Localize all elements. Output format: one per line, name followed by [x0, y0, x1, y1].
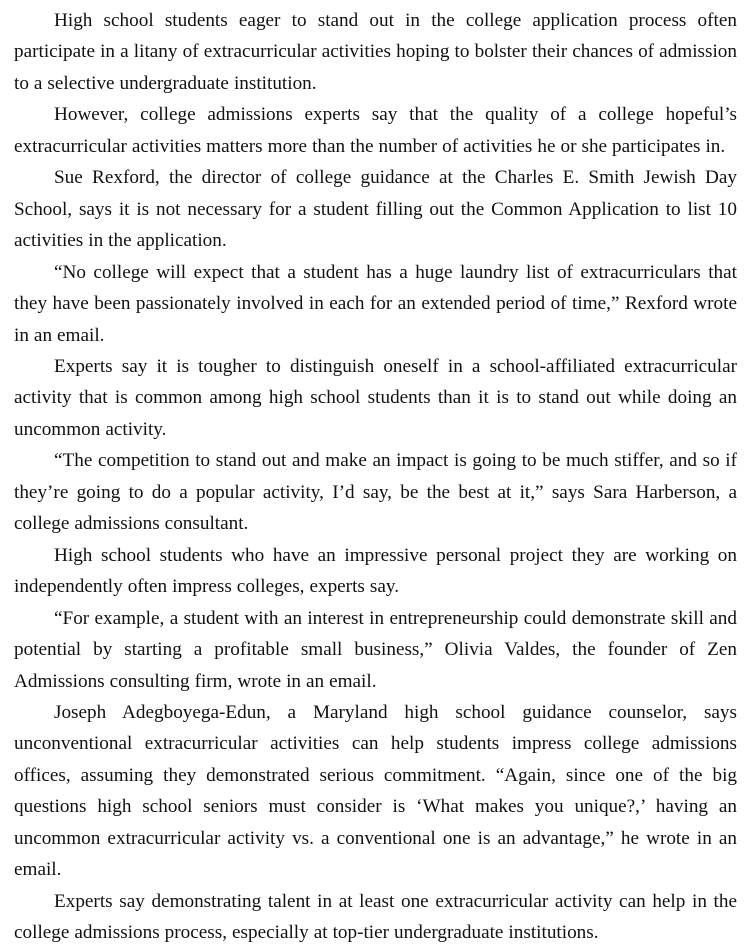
paragraph-5: Experts say it is tougher to distinguish oneself in a school-affiliated extracurricular activity that is common among high school students than it is to stand out while doing an uncommon activity.: [14, 355, 737, 440]
paragraph-9: Joseph Adegboyega-Edun, a Maryland high school guidance counselor, says unconventional extracurricular activities can help students impress college admissions offices, assuming they demonstrated serious commitment. “Again, since one of the big questions high school seniors must consider is ‘What makes you unique?,’ having an uncommon extracurricular activity vs. a conventional one is an advantage,” he wrote in an email.: [14, 701, 737, 881]
paragraph-7: High school students who have an impressive personal project they are working on independently often impress colleges, experts say.: [14, 544, 737, 598]
paragraph-6: “The competition to stand out and make an impact is going to be much stiffer, and so if they’re going to do a popular activity, I’d say, be the best at it,” says Sara Harberson, a college admissions consultant.: [14, 450, 737, 535]
paragraph-1: High school students eager to stand out in the college application process often participate in a litany of extracurricular activities hoping to bolster their chances of admission to a selective undergraduate institution.: [14, 10, 737, 94]
paragraph-2: However, college admissions experts say that the quality of a college hopeful’s extracurricular activities matters more than the number of activities he or she participates in.: [14, 104, 737, 157]
paragraph-8: “For example, a student with an interest in entrepreneurship could demonstrate skill and potential by starting a profitable small business,” Olivia Valdes, the founder of Zen Admissions consulting firm, wrote in an email.: [14, 607, 737, 692]
paragraph-3: Sue Rexford, the director of college guidance at the Charles E. Smith Jewish Day School, says it is not necessary for a student filling out the Common Application to list 10 activities in the application.: [14, 167, 737, 252]
paragraph-10: Experts say demonstrating talent in at least one extracurricular activity can help in the college admissions process, especially at top-tier undergraduate institutions.: [14, 890, 737, 944]
paragraph-4: “No college will expect that a student has a huge laundry list of extracurriculars that they have been passionately involved in each for an extended period of time,” Rexford wrote in an email.: [14, 261, 737, 346]
